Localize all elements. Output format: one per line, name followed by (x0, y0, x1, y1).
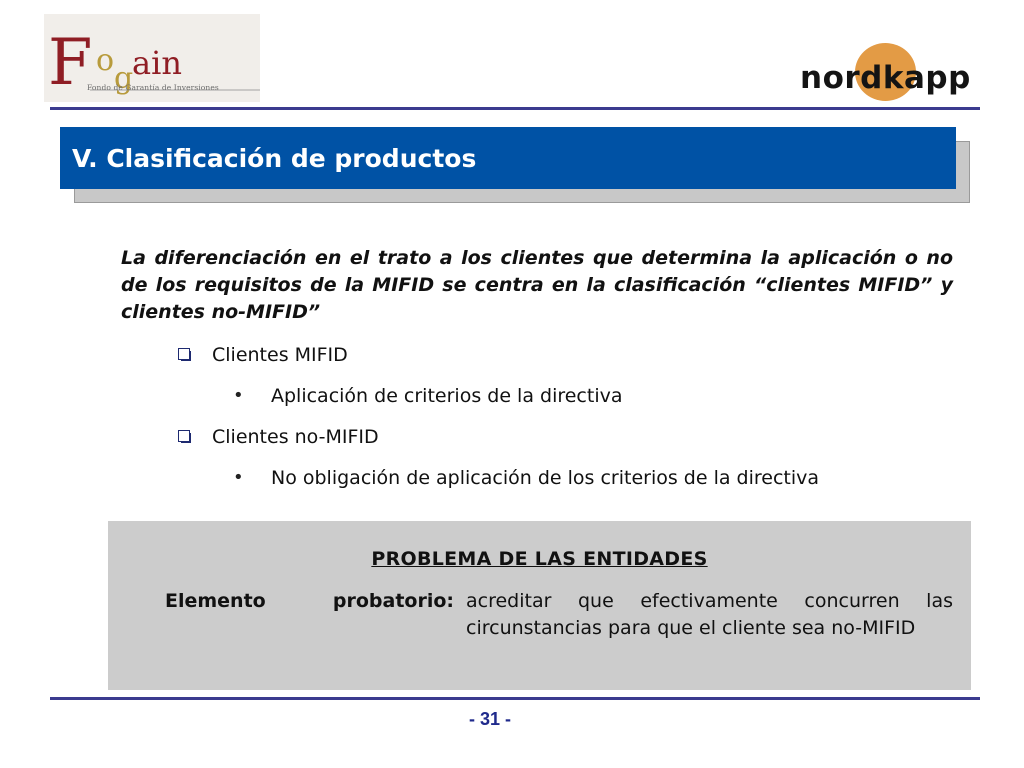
problem-heading: PROBLEMA DE LAS ENTIDADES (371, 548, 708, 570)
svg-text:g: g (114, 61, 134, 96)
svg-text:ain: ain (132, 44, 182, 82)
nordkapp-wordmark: nordkapp (800, 60, 971, 96)
checkbox-bullet-icon (178, 348, 190, 360)
sub-list-item-label: No obligación de aplicación de los criterios de la directiva (271, 467, 820, 489)
dot-bullet-icon: • (233, 467, 244, 488)
sub-list-item-label: Aplicación de criterios de la directiva (271, 385, 623, 407)
footer-divider (50, 697, 980, 700)
list-item-label: Clientes MIFID (212, 344, 348, 366)
page-number: - 31 - (468, 709, 511, 729)
nordkapp-logo (798, 40, 980, 102)
checkbox-bullet-icon (178, 430, 190, 442)
slide-title: V. Clasificación de productos (72, 144, 477, 173)
dot-bullet-icon: • (233, 385, 244, 406)
svg-text:F: F (48, 26, 93, 100)
svg-text:o: o (96, 43, 115, 78)
problem-text: acreditar que efectivamente concurren las circunstancias para que el cliente sea no-MIFID (466, 590, 953, 639)
problem-label: Elemento probatorio: (165, 590, 454, 612)
fogain-subtitle: Fondo de Garantía de Inversiones (87, 83, 219, 92)
problem-box (108, 521, 971, 690)
list-item-label: Clientes no-MIFID (212, 426, 379, 448)
header-divider (50, 107, 980, 110)
intro-paragraph: La diferenciación en el trato a los clientes que determina la aplicación o no de los requisitos de la MIFID se centra en la clasificación “clientes MIFID” y clientes no-MIFID” (121, 247, 953, 323)
